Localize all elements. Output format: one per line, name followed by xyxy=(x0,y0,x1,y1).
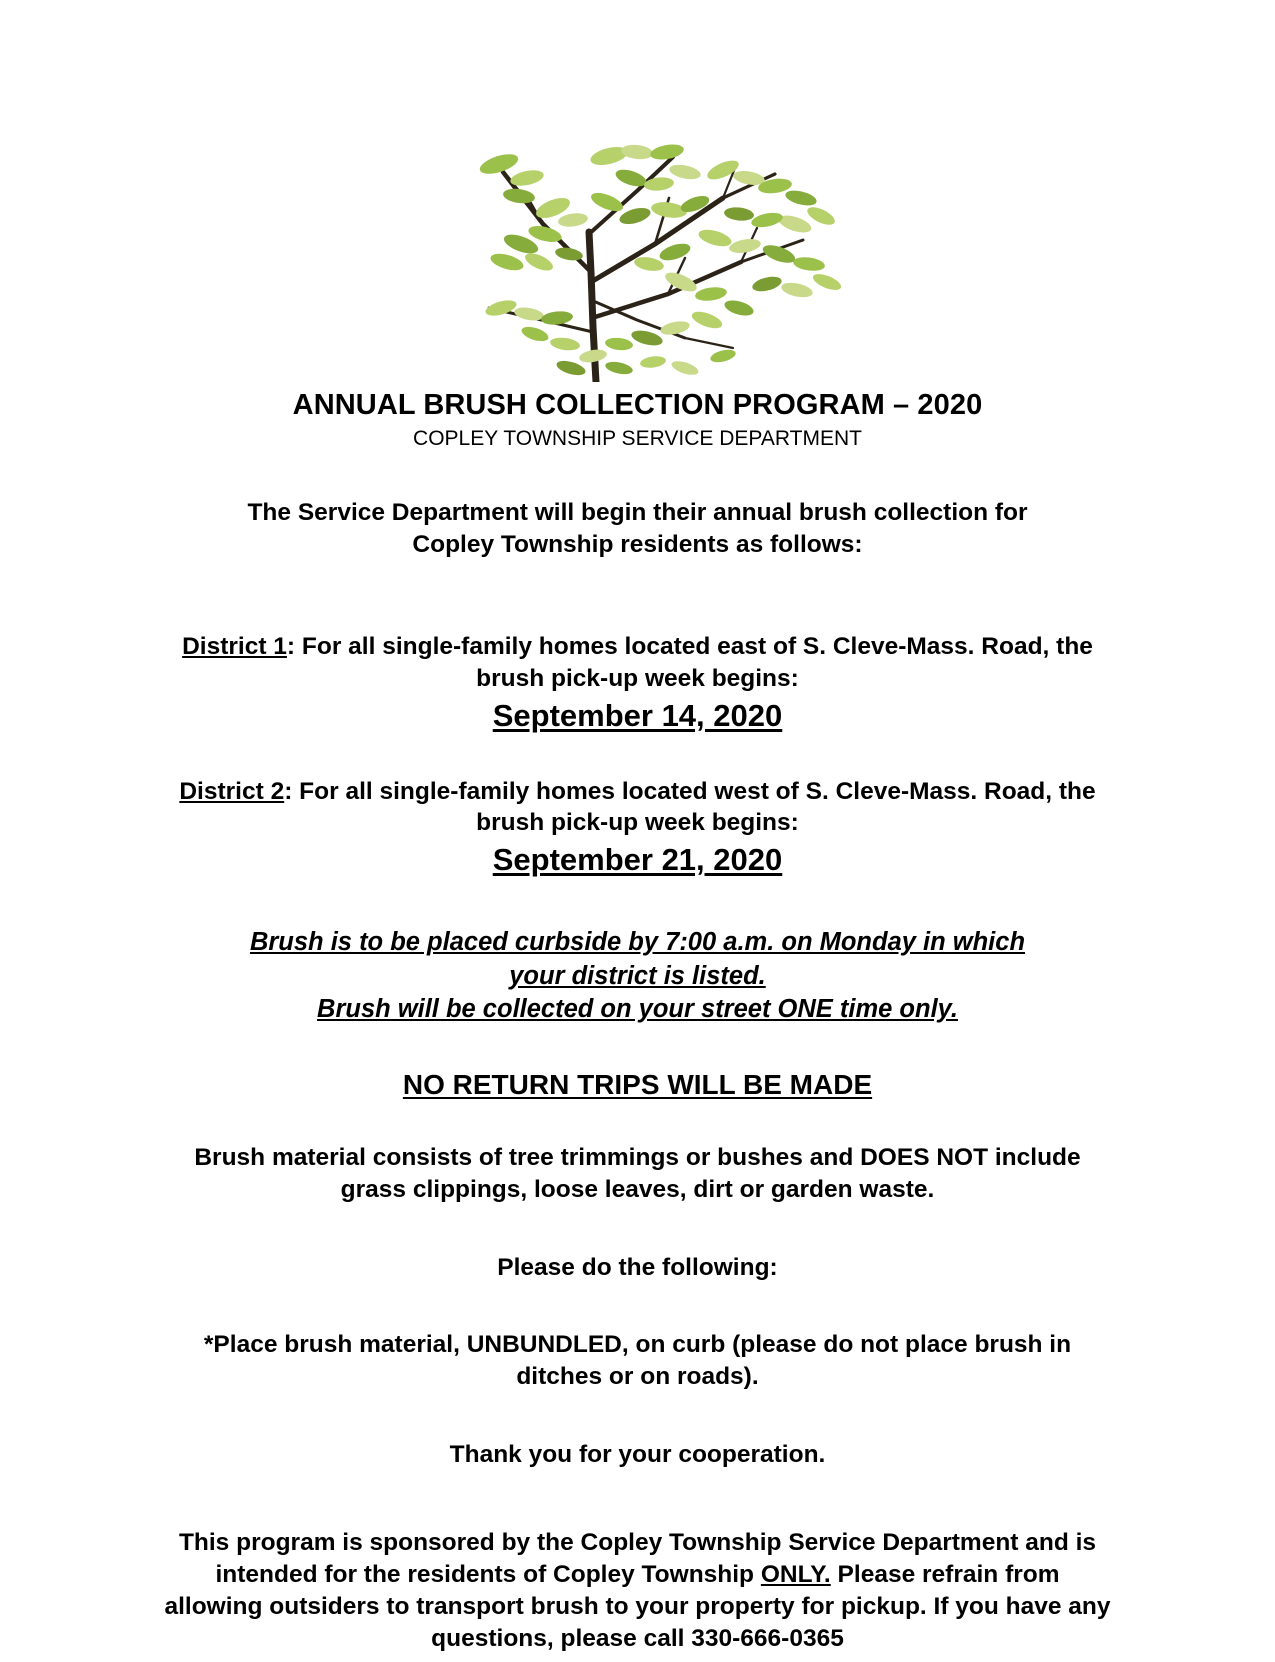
spacer xyxy=(0,1425,1275,1439)
spacer xyxy=(0,1315,1275,1329)
no-return-trips-notice: NO RETURN TRIPS WILL BE MADE xyxy=(402,1068,873,1100)
intro-paragraph xyxy=(138,497,1138,561)
district-1-line-1 xyxy=(108,631,1168,663)
flyer-content xyxy=(0,382,1275,1654)
spacer xyxy=(0,1283,1275,1315)
contact-phone-number: 330-666-0365 xyxy=(691,1624,844,1652)
page-subtitle: COPLEY TOWNSHIP SERVICE DEPARTMENT xyxy=(413,427,862,451)
district-1-label: District 1 xyxy=(182,633,287,661)
material-line-1: Brush material consists of tree trimmings or bushes and DOES NOT include xyxy=(194,1143,1081,1171)
sponsor-line-2 xyxy=(108,1559,1168,1591)
curbside-notice xyxy=(133,926,1143,1027)
district-1-description: : For all single-family homes located east of S. Cleve-Mass. Road, the xyxy=(286,633,1093,661)
instruction-item-1 xyxy=(108,1329,1168,1393)
tree-photo xyxy=(423,112,853,382)
intro-line-1: The Service Department will begin their annual brush collection for xyxy=(247,499,1028,527)
sponsor-line-2-after: Please refrain from xyxy=(830,1560,1060,1588)
thank-you-line: Thank you for your cooperation. xyxy=(449,1441,826,1469)
sponsor-paragraph xyxy=(108,1527,1168,1654)
spacer xyxy=(0,607,1275,631)
spacer xyxy=(0,1393,1275,1425)
sponsor-line-1: This program is sponsored by the Copley Township Service Department and is xyxy=(178,1529,1097,1556)
spacer xyxy=(0,451,1275,497)
district-2-description: : For all single-family homes located west of S. Cleve-Mass. Road, the xyxy=(284,777,1096,805)
curbside-line-2 xyxy=(133,960,1143,994)
curbside-line-1-text: Brush is to be placed curbside by 7:00 a.m. on Monday in which xyxy=(249,927,1026,956)
instructions-heading: Please do the following: xyxy=(497,1253,778,1281)
instruction-item-1-line-1: *Place brush material, UNBUNDLED, on curb (please do not place brush in xyxy=(203,1331,1072,1359)
sponsor-line-2-before: intended for the residents of Copley Township xyxy=(215,1560,761,1588)
district-1-date: September 14, 2020 xyxy=(492,697,783,733)
sponsor-only-emphasis: ONLY. xyxy=(760,1560,831,1588)
material-paragraph xyxy=(108,1142,1168,1206)
spacer xyxy=(0,1471,1275,1503)
spacer xyxy=(0,1102,1275,1142)
spacer xyxy=(0,1027,1275,1067)
tree-image-container xyxy=(0,0,1275,382)
sponsor-line-4 xyxy=(108,1623,1168,1655)
district-2-line-2: brush pick-up week begins: xyxy=(476,809,799,837)
spacer xyxy=(0,736,1275,776)
curbside-line-1 xyxy=(133,926,1143,960)
sponsor-phone-prefix: questions, please call xyxy=(431,1624,692,1652)
district-2-block xyxy=(108,776,1168,840)
district-2-label: District 2 xyxy=(179,777,285,805)
curbside-line-3 xyxy=(133,993,1143,1027)
material-line-2: grass clippings, loose leaves, dirt or garden waste. xyxy=(340,1175,935,1203)
curbside-line-2-text: your district is listed. xyxy=(509,961,766,990)
spacer xyxy=(0,880,1275,926)
sponsor-line-3: allowing outsiders to transport brush to your property for pickup. If you have any xyxy=(164,1592,1111,1620)
instruction-item-1-line-2: ditches or on roads). xyxy=(516,1363,759,1391)
district-2-line-1 xyxy=(108,776,1168,808)
district-1-block xyxy=(108,631,1168,695)
spacer xyxy=(0,561,1275,607)
spacer xyxy=(0,1503,1275,1527)
spacer xyxy=(0,1206,1275,1238)
intro-line-2: Copley Township residents as follows: xyxy=(412,531,863,559)
district-1-line-2: brush pick-up week begins: xyxy=(476,664,799,692)
spacer xyxy=(0,1238,1275,1252)
district-2-date: September 21, 2020 xyxy=(492,842,783,878)
curbside-line-3-text: Brush will be collected on your street ONE time only. xyxy=(317,995,958,1024)
page-title: ANNUAL BRUSH COLLECTION PROGRAM – 2020 xyxy=(292,389,983,421)
